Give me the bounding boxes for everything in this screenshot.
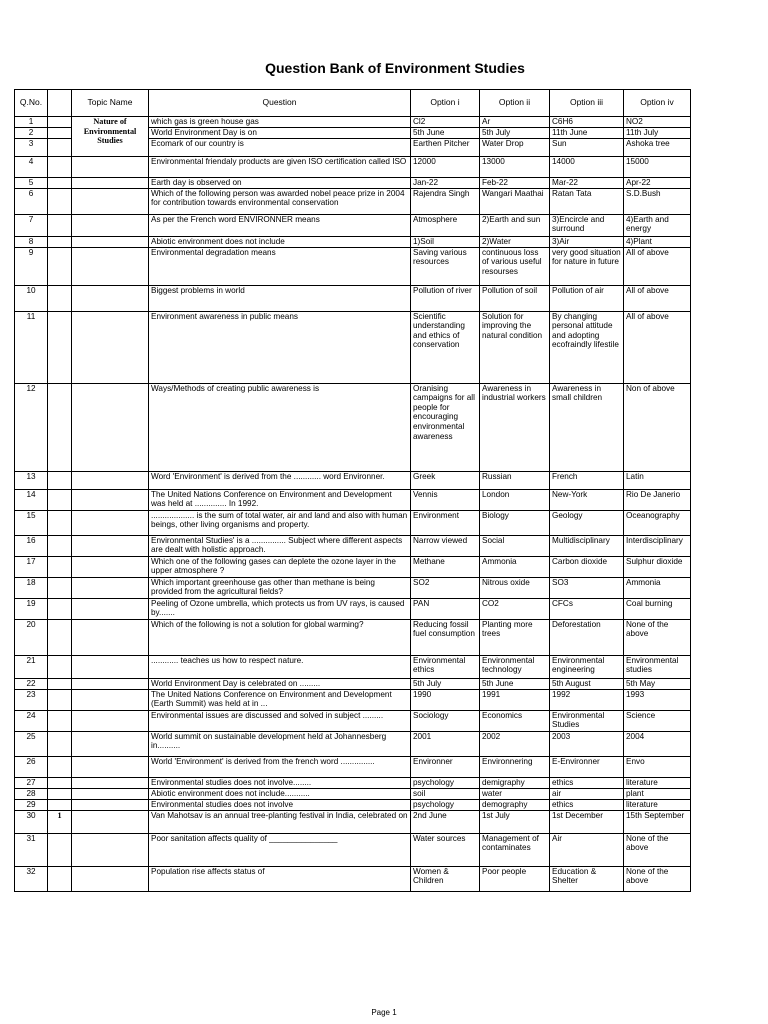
unit-cell — [48, 655, 72, 678]
option-ii: Russian — [480, 471, 550, 489]
header-option-iii: Option iii — [550, 90, 624, 117]
option-ii: Feb-22 — [480, 177, 550, 188]
option-iii: very good situation for nature in future — [550, 247, 624, 285]
option-ii: CO2 — [480, 598, 550, 619]
unit-cell — [48, 731, 72, 756]
option-iv: plant — [624, 788, 691, 799]
topic-cell — [72, 777, 149, 788]
question-text: Environmental degradation means — [149, 247, 411, 285]
option-ii: demigraphy — [480, 777, 550, 788]
table-row — [15, 833, 691, 866]
option-ii: Biology — [480, 510, 550, 535]
option-iv: All of above — [624, 247, 691, 285]
option-iv: Science — [624, 710, 691, 731]
option-iii: Environmental Studies — [550, 710, 624, 731]
question-number: 11 — [15, 311, 48, 383]
option-iv: Ashoka tree — [624, 138, 691, 156]
option-iii: 2003 — [550, 731, 624, 756]
question-text: Environment awareness in public means — [149, 311, 411, 383]
page-footer: Page 1 — [371, 1008, 397, 1017]
topic-cell — [72, 236, 149, 247]
table-row — [15, 214, 691, 236]
option-ii: Social — [480, 535, 550, 556]
unit-cell — [48, 799, 72, 810]
option-iii: 3)Encircle and surround — [550, 214, 624, 236]
question-number: 25 — [15, 731, 48, 756]
unit-cell — [48, 756, 72, 777]
topic-cell — [72, 788, 149, 799]
unit-cell — [48, 678, 72, 689]
question-text: As per the French word ENVIRONNER means — [149, 214, 411, 236]
page-title: Question Bank of Environment Studies — [265, 60, 525, 76]
option-iv: Oceanography — [624, 510, 691, 535]
question-number: 3 — [15, 138, 48, 156]
question-number: 12 — [15, 383, 48, 471]
question-text: Which of the following person was awarded nobel peace prize in 2004 for contribution towards environmental conservation — [149, 188, 411, 214]
topic-cell — [72, 471, 149, 489]
unit-cell — [48, 689, 72, 710]
topic-cell — [72, 311, 149, 383]
topic-cell — [72, 866, 149, 891]
table-row — [15, 619, 691, 655]
option-i: Methane — [411, 556, 480, 577]
question-text: Abiotic environment does not include........... — [149, 788, 411, 799]
option-ii: continuous loss of various useful resourses — [480, 247, 550, 285]
topic-cell — [72, 810, 149, 833]
table-row — [15, 471, 691, 489]
option-iv: NO2 — [624, 117, 691, 128]
option-iv: 2004 — [624, 731, 691, 756]
question-number: 24 — [15, 710, 48, 731]
question-text: Population rise affects status of — [149, 866, 411, 891]
option-ii: Ammonia — [480, 556, 550, 577]
question-number: 17 — [15, 556, 48, 577]
question-text: ............ teaches us how to respect nature. — [149, 655, 411, 678]
topic-cell — [72, 188, 149, 214]
question-number: 10 — [15, 285, 48, 311]
table-row — [15, 156, 691, 177]
table-row — [15, 577, 691, 598]
question-text: Biggest problems in world — [149, 285, 411, 311]
question-text: World Environment Day is on — [149, 127, 411, 138]
option-i: Scientific understanding and ethics of conservation — [411, 311, 480, 383]
topic-cell — [72, 619, 149, 655]
option-i: psychology — [411, 777, 480, 788]
question-number: 20 — [15, 619, 48, 655]
question-text: The United Nations Conference on Environment and Development was held at .............. In 1992. — [149, 489, 411, 510]
question-number: 14 — [15, 489, 48, 510]
question-text: World 'Environment' is derived from the french word ............... — [149, 756, 411, 777]
question-text: Ways/Methods of creating public awareness is — [149, 383, 411, 471]
option-i: 12000 — [411, 156, 480, 177]
table-row — [15, 311, 691, 383]
option-ii: London — [480, 489, 550, 510]
question-text: ................... is the sum of total water, air and land and also with human beings, other living organisms and property. — [149, 510, 411, 535]
option-i: Cl2 — [411, 117, 480, 128]
option-ii: 1st July — [480, 810, 550, 833]
topic-cell — [72, 577, 149, 598]
table-row — [15, 799, 691, 810]
question-text: Word 'Environment' is derived from the ............ word Environner. — [149, 471, 411, 489]
question-number: 22 — [15, 678, 48, 689]
option-i: Environmental ethics — [411, 655, 480, 678]
option-iv: 5th May — [624, 678, 691, 689]
option-iii: Awareness in small children — [550, 383, 624, 471]
option-iii: New-York — [550, 489, 624, 510]
topic-cell — [72, 678, 149, 689]
option-ii: Water Drop — [480, 138, 550, 156]
option-iv: None of the above — [624, 833, 691, 866]
option-i: Rajendra Singh — [411, 188, 480, 214]
question-text: Poor sanitation affects quality of _______________ — [149, 833, 411, 866]
option-iii: French — [550, 471, 624, 489]
topic-cell — [72, 535, 149, 556]
option-iii: C6H6 — [550, 117, 624, 128]
option-iii: Mar-22 — [550, 177, 624, 188]
option-i: Women & Children — [411, 866, 480, 891]
table-row — [15, 510, 691, 535]
unit-cell — [48, 214, 72, 236]
table-row — [15, 788, 691, 799]
unit-cell — [48, 247, 72, 285]
unit-cell — [48, 188, 72, 214]
option-iii: 3)Air — [550, 236, 624, 247]
option-iii: Air — [550, 833, 624, 866]
option-iv: Envo — [624, 756, 691, 777]
table-row — [15, 383, 691, 471]
question-number: 19 — [15, 598, 48, 619]
option-iv: literature — [624, 777, 691, 788]
question-text: Abiotic environment does not include — [149, 236, 411, 247]
topic-cell — [72, 556, 149, 577]
option-i: Reducing fossil fuel consumption — [411, 619, 480, 655]
option-iii: Sun — [550, 138, 624, 156]
question-number: 23 — [15, 689, 48, 710]
table-row — [15, 489, 691, 510]
option-ii: Planting more trees — [480, 619, 550, 655]
option-i: Water sources — [411, 833, 480, 866]
question-number: 32 — [15, 866, 48, 891]
option-i: Greek — [411, 471, 480, 489]
topic-cell — [72, 710, 149, 731]
option-ii: Wangari Maathai — [480, 188, 550, 214]
option-iv: 11th July — [624, 127, 691, 138]
table-row — [15, 689, 691, 710]
option-iii: 5th August — [550, 678, 624, 689]
option-iv: None of the above — [624, 866, 691, 891]
question-number: 31 — [15, 833, 48, 866]
header-topic: Topic Name — [72, 90, 149, 117]
option-i: 1)Soil — [411, 236, 480, 247]
question-number: 21 — [15, 655, 48, 678]
header-option-ii: Option ii — [480, 90, 550, 117]
option-iii: Geology — [550, 510, 624, 535]
question-number: 18 — [15, 577, 48, 598]
option-iii: By changing personal attitude and adopting ecofraindly lifestile — [550, 311, 624, 383]
option-i: Environner — [411, 756, 480, 777]
table-row — [15, 756, 691, 777]
header-option-i: Option i — [411, 90, 480, 117]
question-text: Environmental issues are discussed and solved in subject ......... — [149, 710, 411, 731]
question-number: 16 — [15, 535, 48, 556]
table-row — [15, 678, 691, 689]
option-iii: 1st December — [550, 810, 624, 833]
topic-name: Nature of Environmental Studies — [72, 117, 149, 157]
topic-cell — [72, 833, 149, 866]
option-ii: Economics — [480, 710, 550, 731]
topic-cell — [72, 383, 149, 471]
option-i: Vennis — [411, 489, 480, 510]
option-ii: 2)Earth and sun — [480, 214, 550, 236]
option-iv: None of the above — [624, 619, 691, 655]
option-ii: Awareness in industrial workers — [480, 383, 550, 471]
question-text: The United Nations Conference on Environment and Development (Earth Summit) was held at in ... — [149, 689, 411, 710]
option-iv: Environmental studies — [624, 655, 691, 678]
question-number: 15 — [15, 510, 48, 535]
option-ii: water — [480, 788, 550, 799]
option-ii: Pollution of soil — [480, 285, 550, 311]
option-ii: 5th June — [480, 678, 550, 689]
option-iii: Carbon dioxide — [550, 556, 624, 577]
question-text: Earth day is observed on — [149, 177, 411, 188]
option-i: 1990 — [411, 689, 480, 710]
question-text: Which important greenhouse gas other than methane is being provided from the agricultural fields? — [149, 577, 411, 598]
question-text: Which of the following is not a solution for global warming? — [149, 619, 411, 655]
option-i: soil — [411, 788, 480, 799]
table-row — [15, 285, 691, 311]
table-row — [15, 177, 691, 188]
question-number: 27 — [15, 777, 48, 788]
topic-cell — [72, 247, 149, 285]
unit-cell — [48, 117, 72, 128]
unit-number: 1 — [48, 810, 72, 833]
question-number: 8 — [15, 236, 48, 247]
unit-cell — [48, 788, 72, 799]
question-number: 5 — [15, 177, 48, 188]
question-text: Environmental Studies' is a ............... Subject where different aspects are dealt with holistic approach. — [149, 535, 411, 556]
unit-cell — [48, 577, 72, 598]
option-i: Saving various resources — [411, 247, 480, 285]
unit-cell — [48, 471, 72, 489]
question-number: 2 — [15, 127, 48, 138]
option-i: Sociology — [411, 710, 480, 731]
option-ii: 5th July — [480, 127, 550, 138]
option-iii: 1992 — [550, 689, 624, 710]
unit-cell — [48, 383, 72, 471]
question-text: World Environment Day is celebrated on ......... — [149, 678, 411, 689]
unit-cell — [48, 177, 72, 188]
option-iii: air — [550, 788, 624, 799]
question-text: which gas is green house gas — [149, 117, 411, 128]
table-row — [15, 598, 691, 619]
option-i: 5th June — [411, 127, 480, 138]
option-iv: 15th September — [624, 810, 691, 833]
question-text: Ecomark of our country is — [149, 138, 411, 156]
topic-cell — [72, 510, 149, 535]
option-i: Narrow viewed — [411, 535, 480, 556]
question-text: Van Mahotsav is an annual tree-planting festival in India, celebrated on — [149, 810, 411, 833]
question-number: 4 — [15, 156, 48, 177]
option-i: 2001 — [411, 731, 480, 756]
topic-cell — [72, 156, 149, 177]
option-iv: 4)Earth and energy — [624, 214, 691, 236]
option-iii: Multidisciplinary — [550, 535, 624, 556]
question-table — [14, 89, 691, 892]
topic-cell — [72, 799, 149, 810]
option-iii: SO3 — [550, 577, 624, 598]
option-iv: Sulphur dioxide — [624, 556, 691, 577]
topic-cell — [72, 689, 149, 710]
unit-cell — [48, 556, 72, 577]
table-row — [15, 247, 691, 285]
header-option-iv: Option iv — [624, 90, 691, 117]
topic-cell — [72, 177, 149, 188]
question-number: 6 — [15, 188, 48, 214]
question-number: 13 — [15, 471, 48, 489]
question-text: Environmental studies does not involve — [149, 799, 411, 810]
option-iv: S.D.Bush — [624, 188, 691, 214]
option-iv: 15000 — [624, 156, 691, 177]
option-i: Environment — [411, 510, 480, 535]
option-i: SO2 — [411, 577, 480, 598]
topic-cell — [72, 489, 149, 510]
option-iii: E-Environner — [550, 756, 624, 777]
table-row — [15, 710, 691, 731]
unit-cell — [48, 866, 72, 891]
option-iii: 14000 — [550, 156, 624, 177]
option-ii: 2002 — [480, 731, 550, 756]
option-iv: Rio De Janerio — [624, 489, 691, 510]
option-iv: Non of above — [624, 383, 691, 471]
option-i: Oranising campaigns for all people for encouraging environmental awareness — [411, 383, 480, 471]
option-ii: 13000 — [480, 156, 550, 177]
unit-cell — [48, 489, 72, 510]
option-ii: 1991 — [480, 689, 550, 710]
question-number: 30 — [15, 810, 48, 833]
table-row — [15, 117, 691, 128]
unit-cell — [48, 127, 72, 138]
table-row — [15, 535, 691, 556]
header-qno: Q.No. — [15, 90, 48, 117]
option-i: 2nd June — [411, 810, 480, 833]
unit-cell — [48, 311, 72, 383]
unit-cell — [48, 777, 72, 788]
option-ii: Management of contaminates — [480, 833, 550, 866]
option-ii: 2)Water — [480, 236, 550, 247]
option-iv: All of above — [624, 285, 691, 311]
question-number: 28 — [15, 788, 48, 799]
option-iv: literature — [624, 799, 691, 810]
option-ii: Nitrous oxide — [480, 577, 550, 598]
question-text: World summit on sustainable development held at Johannesberg in.......... — [149, 731, 411, 756]
option-ii: Solution for improving the natural condition — [480, 311, 550, 383]
header-question: Question — [149, 90, 411, 117]
option-iv: Coal burning — [624, 598, 691, 619]
question-number: 9 — [15, 247, 48, 285]
option-i: PAN — [411, 598, 480, 619]
table-row — [15, 777, 691, 788]
option-i: psychology — [411, 799, 480, 810]
option-ii: Environnering — [480, 756, 550, 777]
unit-cell — [48, 833, 72, 866]
option-iii: CFCs — [550, 598, 624, 619]
table-row — [15, 731, 691, 756]
topic-cell — [72, 655, 149, 678]
option-iii: Education & Shelter — [550, 866, 624, 891]
topic-cell — [72, 598, 149, 619]
topic-cell — [72, 285, 149, 311]
unit-cell — [48, 710, 72, 731]
table-row — [15, 810, 691, 833]
topic-cell — [72, 214, 149, 236]
option-ii: Poor people — [480, 866, 550, 891]
option-iv: 4)Plant — [624, 236, 691, 247]
option-iii: ethics — [550, 799, 624, 810]
question-text: Which one of the following gases can deplete the ozone layer in the upper atmosphere ? — [149, 556, 411, 577]
unit-cell — [48, 285, 72, 311]
option-iii: ethics — [550, 777, 624, 788]
option-i: Jan-22 — [411, 177, 480, 188]
option-iv: Interdisciplinary — [624, 535, 691, 556]
option-ii: Environmental technology — [480, 655, 550, 678]
option-iv: Latin — [624, 471, 691, 489]
question-number: 29 — [15, 799, 48, 810]
option-iii: Environmental engineering — [550, 655, 624, 678]
option-ii: demography — [480, 799, 550, 810]
unit-cell — [48, 535, 72, 556]
option-iii: Deforestation — [550, 619, 624, 655]
option-iv: All of above — [624, 311, 691, 383]
option-i: 5th July — [411, 678, 480, 689]
header-blank — [48, 90, 72, 117]
option-i: Earthen Pitcher — [411, 138, 480, 156]
unit-cell — [48, 236, 72, 247]
table-row — [15, 655, 691, 678]
option-iii: Ratan Tata — [550, 188, 624, 214]
option-iii: Pollution of air — [550, 285, 624, 311]
option-ii: Ar — [480, 117, 550, 128]
question-text: Peeling of Ozone umbrella, which protects us from UV rays, is caused by....... — [149, 598, 411, 619]
option-iv: 1993 — [624, 689, 691, 710]
option-iii: 11th June — [550, 127, 624, 138]
question-number: 26 — [15, 756, 48, 777]
question-number: 7 — [15, 214, 48, 236]
topic-cell — [72, 756, 149, 777]
unit-cell — [48, 598, 72, 619]
unit-cell — [48, 156, 72, 177]
unit-cell — [48, 510, 72, 535]
topic-cell — [72, 731, 149, 756]
table-row — [15, 236, 691, 247]
option-iv: Ammonia — [624, 577, 691, 598]
question-rows — [15, 117, 691, 892]
table-row — [15, 188, 691, 214]
unit-cell — [48, 138, 72, 156]
header-row — [15, 90, 691, 117]
unit-cell — [48, 619, 72, 655]
table-row — [15, 556, 691, 577]
option-iv: Apr-22 — [624, 177, 691, 188]
question-text: Environmental friendaly products are given ISO certification called ISO — [149, 156, 411, 177]
option-i: Pollution of river — [411, 285, 480, 311]
question-text: Environmental studies does not involve........ — [149, 777, 411, 788]
table-row — [15, 866, 691, 891]
question-number: 1 — [15, 117, 48, 128]
option-i: Atmosphere — [411, 214, 480, 236]
